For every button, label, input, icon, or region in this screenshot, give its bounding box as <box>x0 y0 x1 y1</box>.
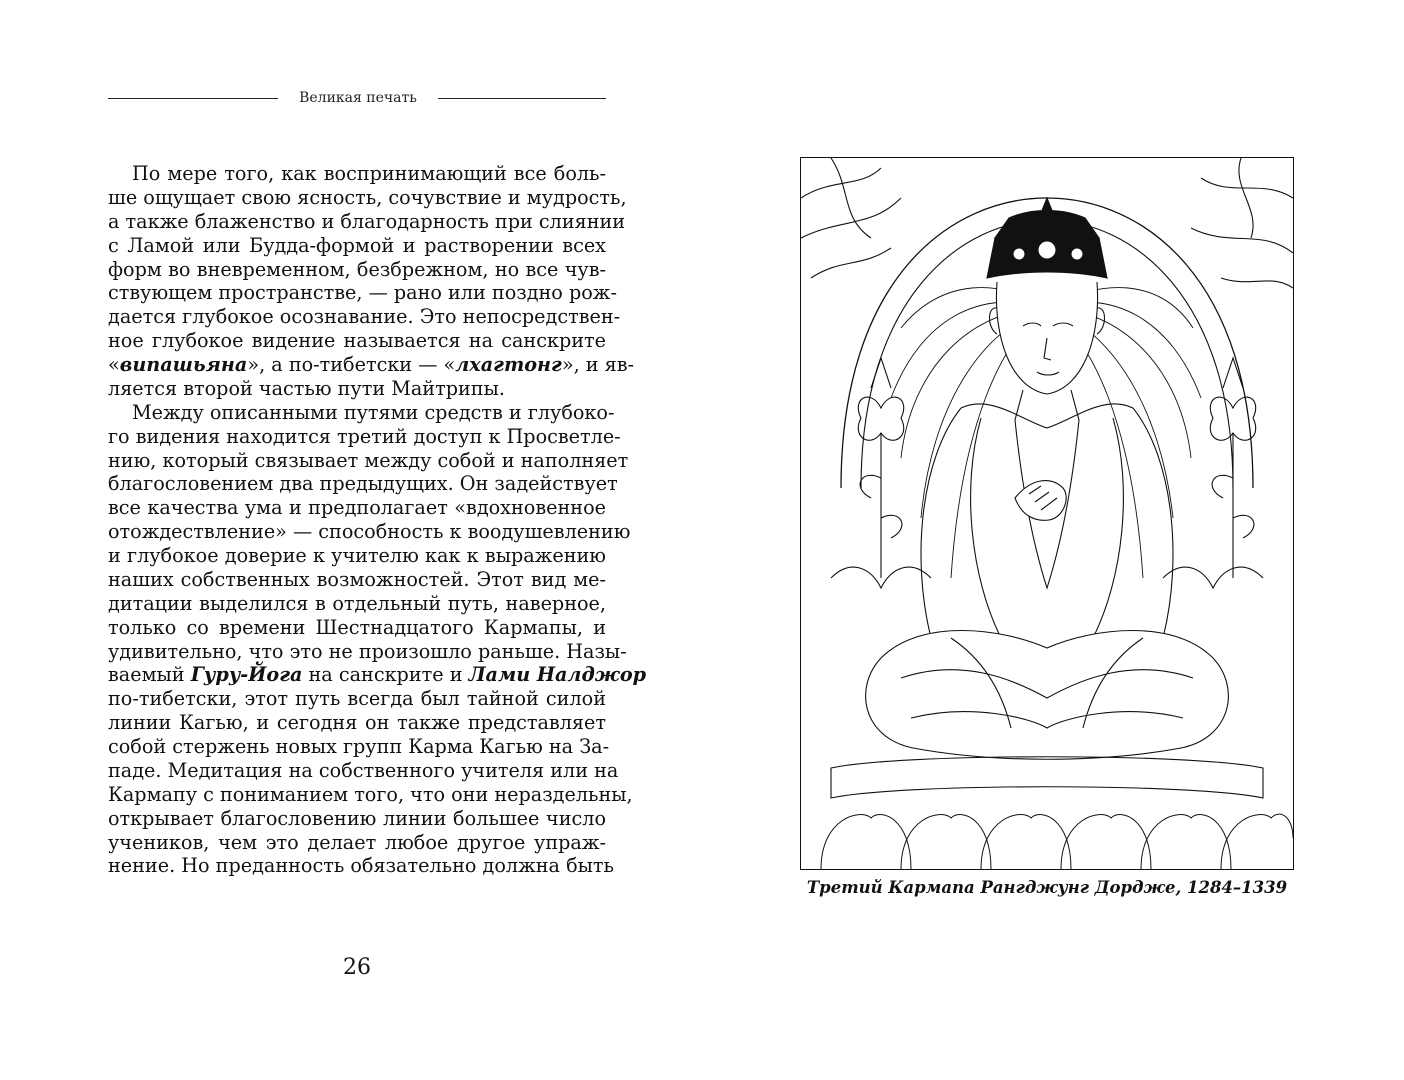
text-line: дается глубокое осознавание. Это непосредствен- <box>108 305 621 329</box>
text-line: линии Кагью, и сегодня он также представляет <box>108 711 606 735</box>
text-line: ваемый Гуру-Йога на санскрите и Лами Налджор <box>108 663 647 687</box>
text-line: благословением два предыдущих. Он задействует <box>108 472 618 496</box>
text-line: нение. Но преданность обязательно должна быть <box>108 854 614 878</box>
term-lhagtong: лхагтонг <box>455 353 562 376</box>
text-line: го видения находится третий доступ к Просветле- <box>108 424 621 448</box>
text-line: нию, который связывает между собой и наполняет <box>108 448 629 472</box>
karmapa-illustration <box>800 157 1294 870</box>
text-line: Между описанными путями средств и глубоко- <box>132 400 615 424</box>
page-number: 26 <box>343 955 371 980</box>
term-lami-naljor: Лами Налджор <box>468 663 647 687</box>
figure-caption: Третий Кармапа Рангджунг Дордже, 1284–1339 <box>806 878 1288 897</box>
text-line: все качества ума и предполагает «вдохновенное <box>108 496 606 520</box>
text-line: ствующем пространстве, — рано или поздно рож- <box>108 281 617 305</box>
text-line: по-тибетски, этот путь всегда был тайной силой <box>108 687 606 711</box>
text-line: По мере того, как воспринимающий все боль- <box>132 162 606 185</box>
text-line: удивительно, что это не произошло раньше. Назы- <box>108 639 627 663</box>
text-line: открывает благословению линии большее число <box>108 806 606 830</box>
body-text <box>108 162 647 878</box>
text-line: с Ламой или Будда-формой и растворении всех <box>108 233 606 257</box>
text-line: «випашьяна», а по-тибетски — «лхагтонг», и яв- <box>108 353 635 376</box>
text-line: собой стержень новых групп Карма Кагью на За- <box>108 735 610 758</box>
running-head-rule-left <box>108 98 278 99</box>
running-head-title: Великая печать <box>299 90 417 106</box>
text-line: ше ощущает свою ясность, сочувствие и мудрость, <box>108 185 627 209</box>
term-guru-yoga: Гуру-Йога <box>190 663 303 687</box>
text-line: а также блаженство и благодарность при слиянии <box>108 209 626 233</box>
text-line: наших собственных возможностей. Этот вид ме- <box>108 567 606 591</box>
running-head-rule-right <box>438 98 606 99</box>
karmapa-line-drawing <box>801 158 1293 869</box>
text-line: учеников, чем это делает любое другое упраж- <box>108 830 606 854</box>
running-head <box>108 88 606 110</box>
text-line: только со времени Шестнадцатого Кармапы, и <box>108 615 606 639</box>
term-vipashyana: випашьяна <box>119 353 248 376</box>
text-line: Кармапу с пониманием того, что они нераздельны, <box>108 782 633 806</box>
text-line: и глубокое доверие к учителю как к выражению <box>108 544 606 567</box>
text-line: ное глубокое видение называется на санскрите <box>108 329 606 353</box>
text-line: отождествление» — способность к воодушевлению <box>108 520 631 544</box>
text-line: форм во вневременном, безбрежном, но все чув- <box>108 257 606 281</box>
text-line: ляется второй частью пути Майтрипы. <box>108 376 505 400</box>
text-line: дитации выделился в отдельный путь, наверное, <box>108 591 606 615</box>
text-line: паде. Медитация на собственного учителя или на <box>108 758 619 782</box>
